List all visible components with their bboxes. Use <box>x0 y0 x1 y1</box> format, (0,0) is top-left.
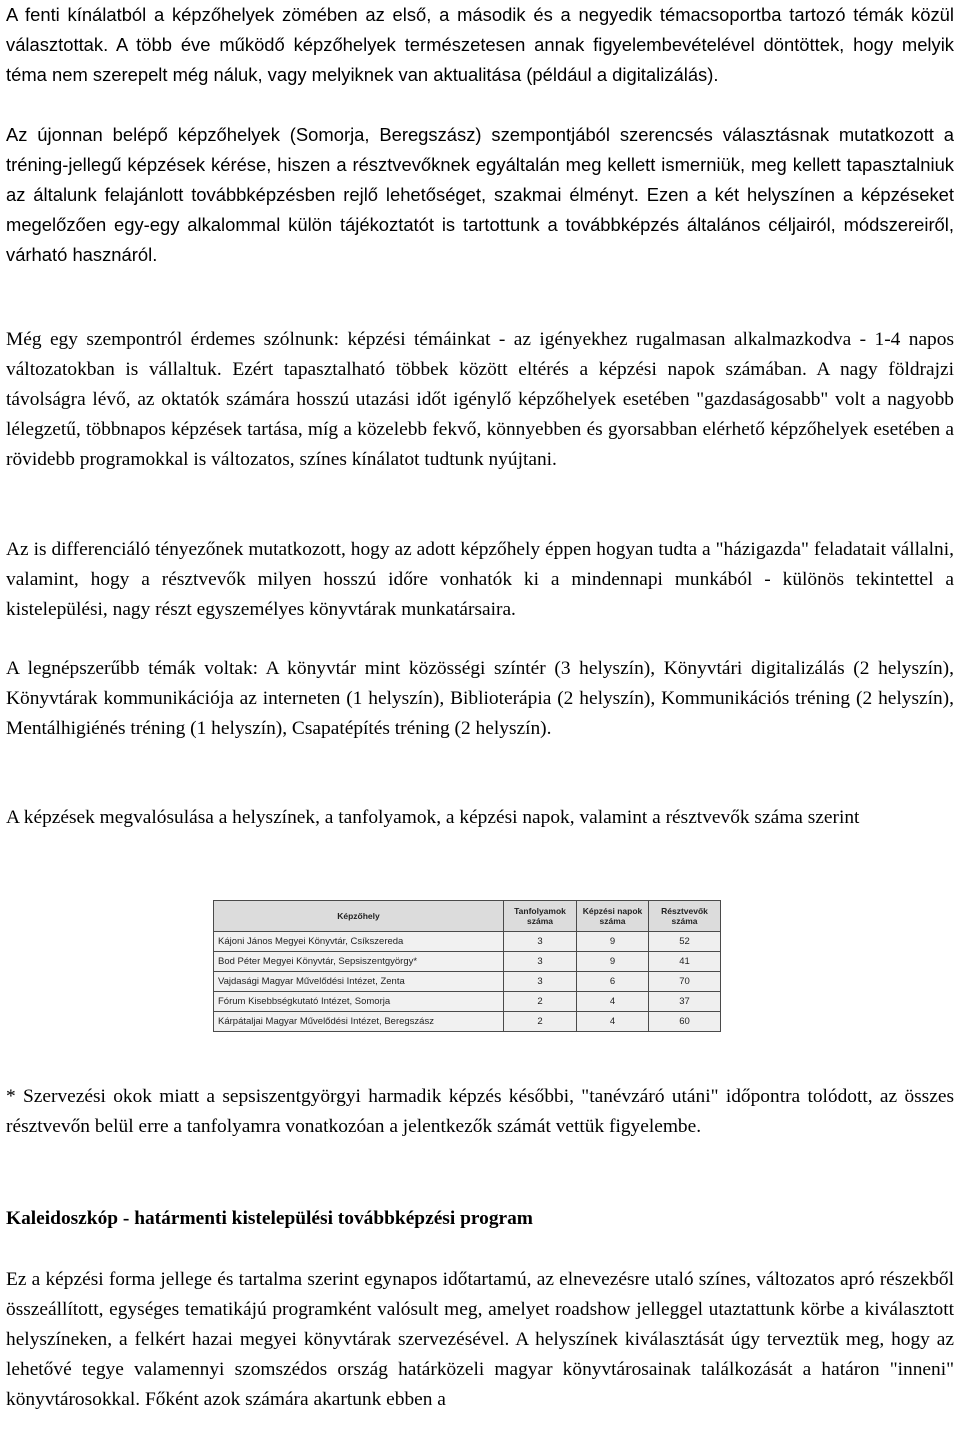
header-courses: Tanfolyamok száma <box>504 901 577 932</box>
table-row <box>214 1012 721 1032</box>
cell-participants: 60 <box>649 1012 721 1032</box>
paragraph-differentiating-factor: Az is differenciáló tényezőnek mutatkozott, hogy az adott képzőhely éppen hogyan tudta a "házigazda" feladatait vállalni, valamint, hogy a résztvevők milyen hosszú időre vonhatók ki a mindennapi munkából - különös tekintettel a kistelepülési, nagy részt egyszemélyes könyvtárak munkatársaira. <box>6 539 954 620</box>
cell-participants: 41 <box>649 952 721 972</box>
cell-days: 9 <box>577 952 649 972</box>
table-row <box>214 932 721 952</box>
cell-participants: 52 <box>649 932 721 952</box>
cell-days: 4 <box>577 992 649 1012</box>
paragraph-new-venues: Az újonnan belépő képzőhelyek (Somorja, Beregszász) szempontjából szerencsés választásnak mutatkozott a tréning-jellegű képzések kérése, hiszen a résztvevőknek egyáltalán meg kellett ismerniük, meg kellett tapasztalniuk az általunk felajánlott továbbképzésben rejlő lehetőséget, szakmai élményt. Ezen a két helyszínen a képzéseket megelőzően egy-egy alkalommal külön tájékoztatót is tartottunk a továbbképzés általános céljairól, módszereiről, várható hasznáról. <box>6 124 954 265</box>
paragraph-kaleidoscope-program: Ez a képzési forma jellege és tartalma szerint egynapos időtartamú, az elnevezésre utaló színes, változatos apró részekből összeállított, egységes tematikájú programként valósult meg, amelyet roadshow jelleggel utaztattunk körbe a kiválasztott helyszíneken, a felkért hazai megyei könyvtárak szervezésével. A helyszínek kiválasztását úgy terveztük meg, hogy az lehetővé tegye valamennyi szomszédos ország határközeli magyar könyvtárosainak találkozását a határon "inneni" könyvtárosokkal. Főként azok számára akartunk ebben a <box>6 1269 954 1410</box>
header-days: Képzési napok száma <box>577 901 649 932</box>
cell-venue: Fórum Kisebbségkutató Intézet, Somorja <box>214 992 504 1012</box>
cell-venue: Vajdasági Magyar Művelődési Intézet, Zenta <box>214 972 504 992</box>
table-row <box>214 992 721 1012</box>
cell-venue: Kájoni János Megyei Könyvtár, Csíkszereda <box>214 932 504 952</box>
cell-courses: 3 <box>504 932 577 952</box>
cell-days: 6 <box>577 972 649 992</box>
section-heading: Kaleidoszkóp - határmenti kistelepülési továbbképzési program <box>6 1208 533 1229</box>
paragraph-popular-topics: A legnépszerűbb témák voltak: A könyvtár mint közösségi színtér (3 helyszín), Könyvtári digitalizálás (2 helyszín), Könyvtárak kommunikációja az interneten (1 helyszín), Biblioterápia (2 helyszín), Kommunikációs tréning (2 helyszín), Mentálhigiénés tréning (1 helyszín), Csapatépítés tréning (2 helyszín). <box>6 658 954 739</box>
cell-participants: 70 <box>649 972 721 992</box>
cell-courses: 3 <box>504 972 577 992</box>
table-row <box>214 972 721 992</box>
cell-venue: Bod Péter Megyei Könyvtár, Sepsiszentgyörgy* <box>214 952 504 972</box>
header-participants: Résztvevők száma <box>649 901 721 932</box>
footnote: * Szervezési okok miatt a sepsiszentgyörgyi harmadik képzés későbbi, "tanévzáró utáni" időpontra tolódott, az összes résztvevőn belül erre a tanfolyamra vonatkozóan a jelentkezők számát vettük figyelembe. <box>6 1086 954 1137</box>
cell-participants: 37 <box>649 992 721 1012</box>
cell-days: 9 <box>577 932 649 952</box>
cell-courses: 2 <box>504 992 577 1012</box>
cell-venue: Kárpátaljai Magyar Művelődési Intézet, Beregszász <box>214 1012 504 1032</box>
table-row <box>214 952 721 972</box>
cell-courses: 2 <box>504 1012 577 1032</box>
trainings-table <box>213 900 720 1043</box>
cell-courses: 3 <box>504 952 577 972</box>
table-caption: A képzések megvalósulása a helyszínek, a tanfolyamok, a képzési napok, valamint a résztvevők száma szerint <box>6 807 860 828</box>
paragraph-topic-selection: A fenti kínálatból a képzőhelyek zömében az első, a második és a negyedik témacsoportba tartozó témák közül választottak. A több éve működő képzőhelyek természetesen annak figyelembevételével döntöttek, hogy melyik téma nem szerepelt még náluk, vagy melyiknek van aktualitása (például a digitalizálás). <box>6 4 954 85</box>
cell-days: 4 <box>577 1012 649 1032</box>
table-blank-row <box>214 1032 721 1043</box>
header-venue: Képzőhely <box>214 901 504 932</box>
paragraph-course-length: Még egy szempontról érdemes szólnunk: képzési témáinkat - az igényekhez rugalmasan alkalmazkodva - 1-4 napos változatokban is vállaltuk. Ezért tapasztalható többek között eltérés a képzési napok számában. A nagy földrajzi távolságra lévő, az oktatók számára hosszú utazási időt igénylő képzőhelyek esetében "gazdaságosabb" volt a nagyobb lélegzetű, többnapos képzések tartása, míg a közelebb fekvő, könnyebben és gyorsabban elérhető képzőhelyek esetében a rövidebb programokkal is változatos, színes kínálatot tudtunk nyújtani. <box>6 329 954 470</box>
table-header-row <box>214 901 721 932</box>
